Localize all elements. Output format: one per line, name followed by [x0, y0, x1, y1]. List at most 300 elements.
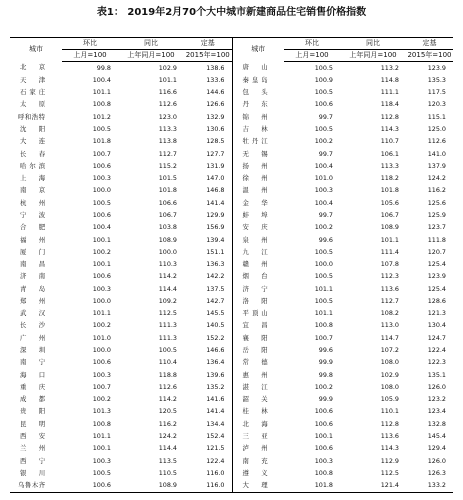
- cell-city-right: 韶 关: [242, 395, 271, 404]
- table-row: [10, 308, 453, 320]
- header-yoy-base-right: 上年同月=100: [340, 50, 406, 62]
- cell-yoy-left: 101.8: [158, 186, 177, 195]
- cell-fixed-right: 132.8: [427, 419, 446, 428]
- table-row: [10, 467, 453, 479]
- cell-mom-right: 100.6: [314, 444, 333, 453]
- cell-fixed-right: 123.2: [427, 395, 446, 404]
- cell-mom-left: 100.6: [92, 358, 111, 367]
- header-mom-base-right: 上月=100: [284, 50, 340, 62]
- cell-yoy-right: 112.5: [380, 468, 399, 477]
- header-mom-base-left: 上月=100: [62, 50, 118, 62]
- cell-yoy-left: 114.4: [158, 284, 177, 293]
- cell-yoy-right: 101.1: [380, 235, 399, 244]
- cell-mom-left: 100.5: [92, 198, 111, 207]
- cell-fixed-right: 116.2: [427, 186, 446, 195]
- cell-fixed-left: 136.4: [184, 357, 232, 369]
- cell-mom-right: 100.2: [314, 382, 333, 391]
- cell-mom-left: 101.1: [92, 88, 111, 97]
- cell-fixed-right: 128.6: [427, 296, 446, 305]
- header-yoy-base-left: 上年同月=100: [118, 50, 184, 62]
- cell-mom-right: 100.5: [314, 63, 333, 72]
- cell-mom-right: 100.6: [314, 100, 333, 109]
- cell-city-left: 长 春: [20, 149, 49, 158]
- cell-fixed-right: 137.9: [427, 161, 446, 170]
- cell-mom-left: 100.7: [92, 382, 111, 391]
- cell-city-right: 南 充: [242, 456, 271, 465]
- table-row: [10, 111, 453, 123]
- cell-city-left: 太 原: [20, 100, 49, 109]
- table-row: [10, 197, 453, 209]
- cell-yoy-right: 112.3: [380, 272, 399, 281]
- cell-fixed-left: 129.9: [184, 209, 232, 221]
- cell-yoy-left: 102.9: [158, 63, 177, 72]
- cell-city-right: 牡丹江: [242, 137, 271, 146]
- cell-mom-left: 100.6: [92, 161, 111, 170]
- cell-fixed-left: 127.7: [184, 148, 232, 160]
- header-city-left: 城市: [29, 45, 43, 54]
- cell-city-right: 泸 州: [242, 444, 271, 453]
- cell-yoy-left: 106.6: [158, 198, 177, 207]
- cell-yoy-left: 103.8: [158, 223, 177, 232]
- cell-city-left: 南 京: [20, 186, 49, 195]
- cell-fixed-left: 146.8: [184, 185, 232, 197]
- table-row: [10, 430, 453, 442]
- cell-fixed-left: 152.2: [184, 332, 232, 344]
- cell-fixed-right: 123.9: [427, 272, 446, 281]
- cell-yoy-right: 105.9: [380, 395, 399, 404]
- table-row: [10, 381, 453, 393]
- cell-mom-left: 101.8: [92, 137, 111, 146]
- cell-city-left: 广 州: [20, 333, 49, 342]
- cell-fixed-left: 138.6: [184, 62, 232, 75]
- cell-fixed-right: 117.5: [427, 88, 446, 97]
- cell-city-left: 银 川: [20, 468, 49, 477]
- cell-fixed-right: 130.4: [427, 321, 446, 330]
- cell-mom-right: 100.4: [314, 161, 333, 170]
- cell-fixed-right: 122.3: [427, 358, 446, 367]
- cell-yoy-left: 112.5: [158, 309, 177, 318]
- cell-city-right: 锦 州: [242, 112, 271, 121]
- cell-city-left: 深 圳: [20, 346, 49, 355]
- cell-mom-right: 99.7: [318, 210, 333, 219]
- table-row: [10, 185, 453, 197]
- cell-yoy-right: 118.2: [380, 174, 399, 183]
- cell-fixed-left: 136.3: [184, 259, 232, 271]
- table-row: [10, 173, 453, 185]
- cell-yoy-right: 118.4: [380, 100, 399, 109]
- cell-yoy-right: 106.1: [380, 149, 399, 158]
- table-row: [10, 136, 453, 148]
- cell-fixed-left: 145.5: [184, 308, 232, 320]
- cell-city-left: 兰 州: [20, 444, 49, 453]
- cell-city-left: 南 宁: [20, 358, 49, 367]
- table-row: [10, 443, 453, 455]
- cell-mom-left: 101.0: [92, 333, 111, 342]
- cell-city-left: 长 沙: [20, 321, 49, 330]
- cell-fixed-left: 139.6: [184, 369, 232, 381]
- cell-fixed-right: 125.9: [427, 210, 446, 219]
- header-fixed-right: 定基: [406, 38, 453, 50]
- cell-fixed-left: 156.9: [184, 222, 232, 234]
- cell-mom-left: 100.4: [92, 223, 111, 232]
- cell-mom-right: 100.0: [314, 260, 333, 269]
- cell-mom-right: 99.6: [318, 346, 333, 355]
- cell-city-left: 厦 门: [20, 247, 49, 256]
- cell-fixed-right: 120.3: [427, 100, 446, 109]
- cell-city-left: 乌鲁木齐: [18, 481, 46, 490]
- cell-mom-right: 100.5: [314, 296, 333, 305]
- table-row: [10, 87, 453, 99]
- table-row: [10, 62, 453, 75]
- cell-city-right: 遵 义: [242, 468, 271, 477]
- cell-city-right: 烟 台: [242, 272, 271, 281]
- cell-fixed-right: 133.2: [427, 481, 446, 490]
- cell-city-left: 成 都: [20, 395, 49, 404]
- cell-fixed-left: 137.5: [184, 283, 232, 295]
- cell-mom-right: 99.7: [318, 149, 333, 158]
- cell-fixed-left: 130.6: [184, 123, 232, 135]
- cell-fixed-left: 152.4: [184, 430, 232, 442]
- table-row: [10, 406, 453, 418]
- cell-fixed-left: 131.9: [184, 160, 232, 172]
- cell-fixed-left: 133.6: [184, 74, 232, 86]
- cell-mom-left: 100.2: [92, 321, 111, 330]
- cell-yoy-left: 114.2: [158, 272, 177, 281]
- cell-city-right: 丹 东: [242, 100, 271, 109]
- table-row: [10, 123, 453, 135]
- header-fixed-base-left: 2015年=100: [184, 50, 232, 62]
- cell-yoy-right: 111.4: [380, 247, 399, 256]
- cell-fixed-left: 139.4: [184, 234, 232, 246]
- cell-yoy-right: 113.6: [380, 432, 399, 441]
- cell-yoy-right: 107.8: [380, 260, 399, 269]
- cell-city-left: 天 津: [20, 75, 49, 84]
- cell-city-right: 秦皇岛: [242, 75, 271, 84]
- cell-mom-right: 100.3: [314, 186, 333, 195]
- cell-yoy-right: 113.0: [380, 321, 399, 330]
- cell-mom-right: 100.4: [314, 198, 333, 207]
- cell-city-left: 西 宁: [20, 456, 49, 465]
- cell-city-right: 大 理: [242, 481, 271, 490]
- cell-mom-right: 100.5: [314, 124, 333, 133]
- cell-fixed-right: 123.9: [427, 63, 446, 72]
- cell-city-left: 石家庄: [20, 88, 49, 97]
- cell-yoy-right: 108.9: [380, 223, 399, 232]
- cell-yoy-right: 112.7: [380, 296, 399, 305]
- cell-city-left: 青 岛: [20, 284, 49, 293]
- table-body: [10, 62, 453, 493]
- cell-city-right: 襄 阳: [242, 333, 271, 342]
- cell-mom-right: 100.2: [314, 137, 333, 146]
- cell-fixed-left: 151.1: [184, 246, 232, 258]
- cell-mom-left: 100.0: [92, 186, 111, 195]
- cell-mom-left: 100.3: [92, 174, 111, 183]
- cell-city-left: 北 京: [20, 63, 49, 72]
- cell-fixed-right: 145.4: [427, 432, 446, 441]
- cell-yoy-right: 113.2: [380, 63, 399, 72]
- header-yoy-right: 同比: [340, 38, 406, 50]
- table-row: [10, 320, 453, 332]
- cell-city-right: 徐 州: [242, 174, 271, 183]
- cell-fixed-left: 141.6: [184, 394, 232, 406]
- cell-mom-right: 101.0: [314, 174, 333, 183]
- cell-yoy-right: 101.8: [380, 186, 399, 195]
- table-row: [10, 222, 453, 234]
- cell-mom-left: 100.1: [92, 444, 111, 453]
- cell-yoy-right: 121.4: [380, 481, 399, 490]
- cell-city-left: 武 汉: [20, 309, 49, 318]
- cell-city-right: 洛 阳: [242, 296, 271, 305]
- cell-mom-left: 101.1: [92, 432, 111, 441]
- header-city-right: 城市: [251, 45, 266, 54]
- cell-mom-left: 100.0: [92, 296, 111, 305]
- cell-yoy-right: 112.9: [380, 456, 399, 465]
- cell-city-left: 福 州: [20, 235, 49, 244]
- cell-yoy-right: 105.6: [380, 198, 399, 207]
- cell-mom-right: 99.9: [318, 395, 333, 404]
- cell-city-right: 惠 州: [242, 370, 271, 379]
- cell-city-right: 九 江: [242, 247, 271, 256]
- table-row: [10, 74, 453, 86]
- cell-yoy-right: 108.2: [380, 309, 399, 318]
- cell-fixed-right: 126.0: [427, 382, 446, 391]
- cell-fixed-left: 144.6: [184, 87, 232, 99]
- cell-fixed-left: 147.0: [184, 173, 232, 185]
- cell-city-left: 宁 波: [20, 210, 49, 219]
- cell-mom-right: 101.1: [314, 284, 333, 293]
- table-row: [10, 148, 453, 160]
- cell-fixed-right: 141.0: [427, 149, 446, 158]
- cell-mom-right: 100.8: [314, 468, 333, 477]
- cell-fixed-left: 142.2: [184, 271, 232, 283]
- table-row: [10, 345, 453, 357]
- cell-yoy-right: 111.1: [380, 88, 399, 97]
- cell-city-right: 扬 州: [242, 161, 271, 170]
- cell-mom-left: 100.6: [92, 210, 111, 219]
- price-index-table: [10, 37, 453, 493]
- cell-yoy-left: 114.4: [158, 444, 177, 453]
- cell-fixed-right: 125.4: [427, 284, 446, 293]
- cell-mom-right: 99.9: [318, 358, 333, 367]
- cell-yoy-left: 116.2: [158, 419, 177, 428]
- cell-fixed-right: 121.3: [427, 309, 446, 318]
- table-row: [10, 234, 453, 246]
- cell-fixed-right: 122.4: [427, 346, 446, 355]
- cell-yoy-right: 102.9: [380, 370, 399, 379]
- cell-yoy-left: 110.4: [158, 358, 177, 367]
- cell-fixed-left: 116.0: [184, 467, 232, 479]
- header-mom-left: 环比: [62, 38, 118, 50]
- cell-yoy-left: 108.9: [158, 481, 177, 490]
- cell-yoy-left: 110.5: [158, 468, 177, 477]
- cell-yoy-left: 112.6: [158, 382, 177, 391]
- cell-city-left: 哈尔滨: [20, 161, 49, 170]
- cell-mom-right: 100.5: [314, 247, 333, 256]
- cell-city-left: 海 口: [20, 370, 49, 379]
- cell-fixed-left: 134.4: [184, 418, 232, 430]
- table-row: [10, 271, 453, 283]
- cell-mom-right: 100.3: [314, 456, 333, 465]
- cell-fixed-right: 115.1: [427, 112, 446, 121]
- cell-yoy-left: 101.5: [158, 174, 177, 183]
- cell-mom-left: 99.8: [96, 63, 111, 72]
- cell-mom-left: 100.7: [92, 149, 111, 158]
- cell-fixed-right: 135.1: [427, 370, 446, 379]
- cell-mom-left: 100.1: [92, 235, 111, 244]
- cell-yoy-left: 100.5: [158, 346, 177, 355]
- cell-fixed-right: 111.8: [427, 235, 446, 244]
- cell-yoy-right: 112.8: [380, 419, 399, 428]
- cell-fixed-right: 126.3: [427, 468, 446, 477]
- cell-yoy-left: 112.7: [158, 149, 177, 158]
- cell-city-right: 湛 江: [242, 382, 271, 391]
- cell-yoy-left: 120.5: [158, 407, 177, 416]
- table-row: [10, 295, 453, 307]
- cell-yoy-left: 109.2: [158, 296, 177, 305]
- cell-fixed-right: 120.7: [427, 247, 446, 256]
- cell-city-right: 三 亚: [242, 432, 271, 441]
- cell-mom-right: 100.9: [314, 75, 333, 84]
- cell-fixed-right: 123.4: [427, 407, 446, 416]
- table-row: [10, 246, 453, 258]
- cell-fixed-right: 112.6: [427, 137, 446, 146]
- cell-mom-left: 101.2: [92, 112, 111, 121]
- header-mom-right: 环比: [284, 38, 340, 50]
- cell-yoy-left: 115.2: [158, 161, 177, 170]
- cell-fixed-left: 140.5: [184, 320, 232, 332]
- cell-yoy-right: 106.7: [380, 210, 399, 219]
- cell-yoy-left: 111.3: [158, 333, 177, 342]
- cell-mom-left: 100.6: [92, 272, 111, 281]
- table-row: [10, 259, 453, 271]
- table-row: [10, 332, 453, 344]
- cell-yoy-right: 110.7: [380, 137, 399, 146]
- cell-mom-left: 100.0: [92, 346, 111, 355]
- cell-mom-right: 101.1: [314, 309, 333, 318]
- cell-city-left: 济 南: [20, 272, 49, 281]
- cell-city-right: 宜 昌: [242, 321, 271, 330]
- table-title: 表1： 2019年2月70个大中城市新建商品住宅销售价格指数: [96, 7, 367, 18]
- cell-yoy-left: 101.1: [158, 75, 177, 84]
- cell-city-left: 南 昌: [20, 260, 49, 269]
- cell-fixed-left: 135.2: [184, 381, 232, 393]
- cell-yoy-right: 114.3: [380, 124, 399, 133]
- table-row: [10, 480, 453, 493]
- cell-mom-right: 100.6: [314, 407, 333, 416]
- table-row: [10, 160, 453, 172]
- cell-mom-left: 100.3: [92, 456, 111, 465]
- cell-mom-left: 100.3: [92, 284, 111, 293]
- cell-mom-right: 99.6: [318, 235, 333, 244]
- cell-city-right: 北 海: [242, 419, 271, 428]
- cell-yoy-left: 123.0: [158, 112, 177, 121]
- cell-fixed-left: 141.4: [184, 406, 232, 418]
- header-fixed-base-right: 2015年=100: [406, 50, 453, 62]
- cell-fixed-right: 124.7: [427, 333, 446, 342]
- cell-mom-right: 100.5: [314, 88, 333, 97]
- cell-yoy-left: 113.5: [158, 456, 177, 465]
- cell-mom-left: 100.8: [92, 100, 111, 109]
- cell-mom-left: 100.6: [92, 481, 111, 490]
- cell-yoy-left: 110.3: [158, 260, 177, 269]
- header-fixed-left: 定基: [184, 38, 232, 50]
- cell-yoy-right: 113.6: [380, 284, 399, 293]
- cell-mom-right: 99.7: [318, 112, 333, 121]
- cell-city-right: 平顶山: [242, 309, 271, 318]
- table-row: [10, 357, 453, 369]
- cell-mom-right: 100.7: [314, 333, 333, 342]
- cell-city-left: 杭 州: [20, 198, 49, 207]
- cell-fixed-left: 146.6: [184, 345, 232, 357]
- cell-yoy-right: 108.0: [380, 358, 399, 367]
- cell-fixed-left: 122.4: [184, 455, 232, 467]
- cell-fixed-right: 125.6: [427, 198, 446, 207]
- cell-mom-right: 100.2: [314, 223, 333, 232]
- cell-city-left: 重 庆: [20, 382, 49, 391]
- cell-city-left: 郑 州: [20, 296, 49, 305]
- cell-yoy-left: 106.7: [158, 210, 177, 219]
- cell-fixed-right: 126.0: [427, 456, 446, 465]
- cell-city-left: 呼和浩特: [18, 112, 46, 121]
- table-row: [10, 369, 453, 381]
- cell-city-left: 贵 阳: [20, 407, 49, 416]
- cell-mom-right: 101.8: [314, 481, 333, 490]
- cell-yoy-right: 114.8: [380, 75, 399, 84]
- cell-fixed-left: 141.4: [184, 197, 232, 209]
- cell-city-right: 岳 阳: [242, 346, 271, 355]
- cell-mom-left: 100.3: [92, 370, 111, 379]
- cell-yoy-left: 116.6: [158, 88, 177, 97]
- cell-yoy-left: 113.3: [158, 124, 177, 133]
- cell-city-right: 安 庆: [242, 223, 271, 232]
- cell-city-left: 上 海: [20, 174, 49, 183]
- cell-mom-left: 101.3: [92, 407, 111, 416]
- cell-fixed-left: 126.6: [184, 99, 232, 111]
- cell-city-right: 温 州: [242, 186, 271, 195]
- cell-yoy-right: 113.3: [380, 161, 399, 170]
- cell-city-right: 吉 林: [242, 124, 271, 133]
- cell-city-right: 唐 山: [242, 63, 271, 72]
- cell-mom-left: 100.5: [92, 124, 111, 133]
- table-row: [10, 418, 453, 430]
- cell-city-left: 西 安: [20, 432, 49, 441]
- cell-city-right: 济 宁: [242, 284, 271, 293]
- cell-city-left: 昆 明: [20, 419, 49, 428]
- cell-mom-right: 100.1: [314, 432, 333, 441]
- cell-fixed-left: 128.5: [184, 136, 232, 148]
- cell-mom-left: 100.8: [92, 419, 111, 428]
- cell-fixed-left: 142.7: [184, 295, 232, 307]
- cell-fixed-left: 121.5: [184, 443, 232, 455]
- cell-yoy-left: 108.9: [158, 235, 177, 244]
- cell-city-right: 桂 林: [242, 407, 271, 416]
- cell-mom-left: 100.1: [92, 260, 111, 269]
- cell-city-right: 金 华: [242, 198, 271, 207]
- cell-yoy-right: 112.8: [380, 112, 399, 121]
- cell-city-right: 包 头: [242, 88, 271, 97]
- cell-fixed-right: 125.0: [427, 124, 446, 133]
- cell-mom-left: 100.5: [92, 468, 111, 477]
- cell-fixed-right: 129.4: [427, 444, 446, 453]
- cell-yoy-right: 110.1: [380, 407, 399, 416]
- cell-yoy-left: 100.0: [158, 247, 177, 256]
- cell-city-left: 沈 阳: [20, 124, 49, 133]
- cell-fixed-right: 135.3: [427, 75, 446, 84]
- table-row: [10, 209, 453, 221]
- table-row: [10, 455, 453, 467]
- cell-mom-left: 100.2: [92, 247, 111, 256]
- cell-mom-right: 100.6: [314, 419, 333, 428]
